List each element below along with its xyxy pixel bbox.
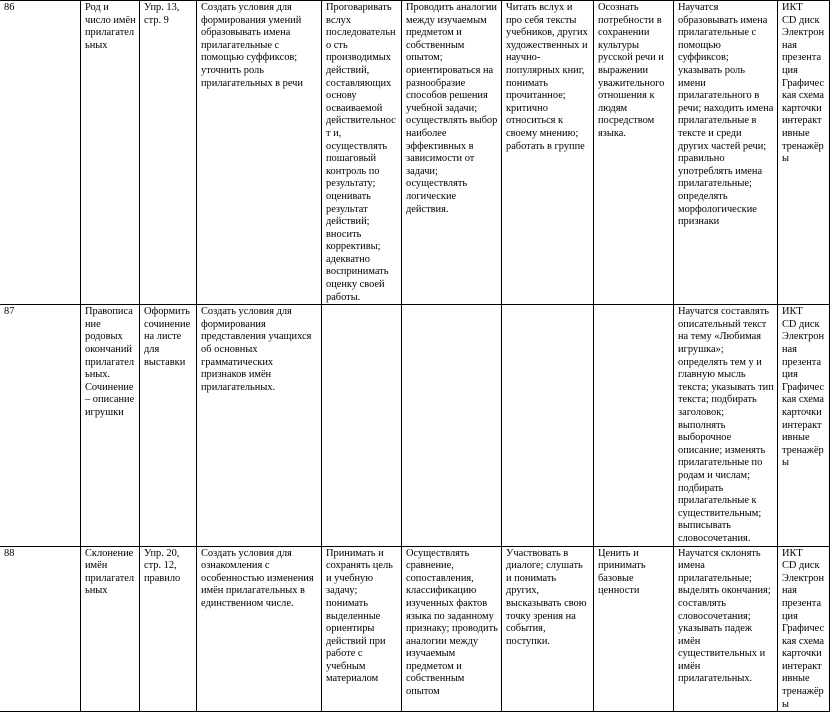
subject-results: Научатся склонять имена прилагательные; выделять окончания; составлять словосочетания; указывать падеж имён существительных и имён прилагательных.: [678, 547, 771, 685]
regulatory-skills: Принимать и сохранять цель и учебную задачу; понимать выделенные ориентиры действий при работе с учебным материалом: [326, 547, 393, 685]
homework-exercise: Упр. 20, стр. 12, правило: [144, 547, 181, 584]
homework-exercise: Оформить сочинение на листе для выставки: [144, 306, 191, 368]
regulatory-cell: [322, 305, 402, 546]
goal-cell: [197, 1, 322, 305]
ict-resources: ИКТ CD диск Электронная презентация Графическая схема карточки интерактивные тренажёры: [782, 2, 825, 165]
regulatory-cell: [322, 1, 402, 305]
lesson-topic: Род и число имён прилагател ьных: [85, 2, 136, 51]
lesson-number-cell: [0, 305, 81, 546]
regulatory-cell: [322, 546, 402, 712]
topic-cell: [81, 546, 140, 712]
subject-results: Научатся составлять описательный текст на тему «Любимая игрушка»; определять тем у и главную мысль текста; указывать тип текста; подбирать заголовок; выполнять выборочное описание; изменять прилагательные по родам и числам; подбирать прилагательные к существительным; выписывать словосочетания.: [678, 306, 774, 544]
lesson-number: 88: [4, 547, 15, 559]
lesson-topic: Правописание родовых окончаний прилагательных. Сочинение – описание игрушки: [85, 306, 135, 418]
lesson-number: 86: [4, 2, 15, 13]
subject-cell: [674, 1, 778, 305]
cognitive-cell: [402, 546, 502, 712]
table-row: [0, 305, 830, 546]
cognitive-skills: Проводить аналогии между изучаемым предметом и собственным опытом; ориентироваться на разнообразие способов решения учебной задачи; осуществлять выбор наиболее эффективных в зависимости от задачи; осуществлять логические действия.: [406, 2, 498, 215]
table-row: [0, 1, 830, 305]
cognitive-skills: Осуществлять сравнение, сопоставления, классификацию изученных фактов языка по заданному признаку; проводить аналогии между изучаемым предметом и собственным опытом: [406, 547, 498, 698]
subject-cell: [674, 546, 778, 712]
communicative-skills: Читать вслух и про себя тексты учебников, других художественных и научно-популярных книг, понимать прочитанное; критично относиться к своему мнению; работать в группе: [506, 2, 588, 152]
lesson-number: 87: [4, 306, 15, 318]
homework-exercise: Упр. 13, стр. 9: [144, 2, 180, 26]
regulatory-skills: Проговаривать вслух последовательно сть производимых действий, составляющих основу осваиваемой действительност и, осуществлять пошаговый контроль по результату; оценивать результат действий; вносить коррективы; адекватно воспринимать оценку своей работы.: [326, 2, 396, 303]
subject-results: Научатся образовывать имена прилагательные с помощью суффиксов; указывать роль имени прилагательного в речи; находить имена прилагательные в тексте и среди других частей речи; правильно употреблять имена прилагательные; определять морфологические признаки: [678, 2, 774, 228]
communicative-cell: [502, 546, 594, 712]
cognitive-cell: [402, 305, 502, 546]
exercise-cell: [140, 546, 197, 712]
subject-cell: [674, 305, 778, 546]
cognitive-cell: [402, 1, 502, 305]
lesson-number-cell: [0, 546, 81, 712]
ict-cell: [778, 305, 830, 546]
personal-results: Осознать потребности в сохранении культуры русской речи и выражении уважительного отношения к людям посредством языка.: [598, 2, 665, 139]
lesson-topic: Склонение имён прилагател ьных: [85, 547, 135, 597]
personal-cell: [594, 305, 674, 546]
personal-results: Ценить и принимать базовые ценности: [598, 547, 646, 597]
exercise-cell: [140, 1, 197, 305]
ict-resources: ИКТ CD диск Электронная презентация Графическая схема карточки интерактивные тренажёры: [782, 547, 825, 710]
lesson-number-cell: [0, 1, 81, 305]
table-row: [0, 546, 830, 712]
lesson-goal: Создать условия для формирования представления учащихся об основных грамматических признаков имён прилагательных.: [201, 306, 312, 393]
lesson-goal: Создать условия для формирования умений образовывать имена прилагательные с помощью суффиксов; уточнить роль прилагательных в речи: [201, 2, 303, 89]
ict-cell: [778, 1, 830, 305]
goal-cell: [197, 546, 322, 712]
goal-cell: [197, 305, 322, 546]
ict-resources: ИКТ CD диск Электронная презентация Графическая схема карточки интерактивные тренажёры: [782, 306, 825, 469]
personal-cell: [594, 546, 674, 712]
ict-cell: [778, 546, 830, 712]
personal-cell: [594, 1, 674, 305]
topic-cell: [81, 1, 140, 305]
lesson-goal: Создать условия для ознакомления с особенностью изменения имён прилагательных в единственном числе.: [201, 547, 314, 609]
communicative-skills: Участвовать в диалоге; слушать и понимать других, высказывать свою точку зрения на события, поступки.: [506, 547, 587, 647]
topic-cell: [81, 305, 140, 546]
communicative-cell: [502, 1, 594, 305]
exercise-cell: [140, 305, 197, 546]
communicative-cell: [502, 305, 594, 546]
